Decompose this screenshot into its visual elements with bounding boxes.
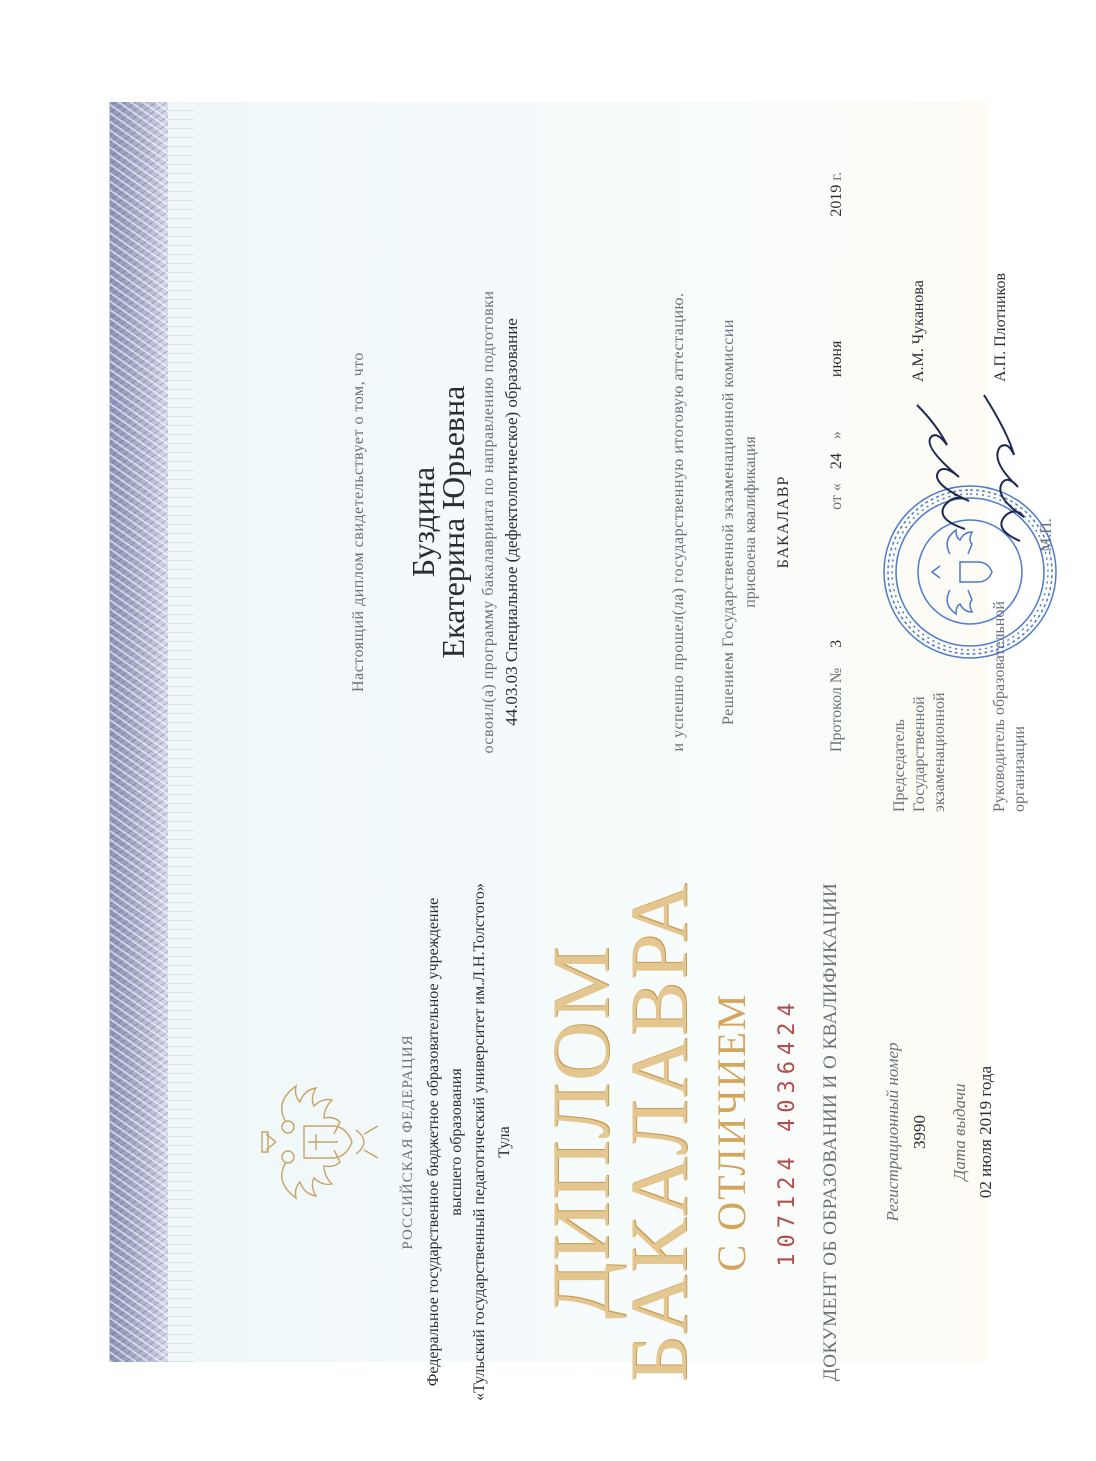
protocol-line (828, 171, 846, 752)
seal-place-label: М.П. (1038, 518, 1055, 552)
institution-line-3: «Тульский государственный педагогический университет им.Л.Н.Толстого» (471, 883, 488, 1401)
registration-number: 3990 (910, 1115, 929, 1149)
chair-line: Государственной (911, 696, 928, 812)
coat-of-arms-icon (256, 1082, 386, 1202)
qualification: БАКАЛАВР (775, 475, 792, 569)
certify-text: Настоящий диплом свидетельствует о том, что (350, 352, 367, 692)
country-name: РОССИЙСКАЯ ФЕДЕРАЦИЯ (400, 1034, 416, 1250)
honors-label: С ОТЛИЧИЕМ (709, 992, 754, 1272)
protocol-day-close: » (828, 431, 845, 440)
guilloche-band (110, 102, 168, 1362)
protocol-month: июня (828, 340, 845, 378)
qualification-assigned-text: присвоена квалификация (742, 436, 759, 608)
protocol-from-label: от « (828, 483, 845, 510)
mastered-text: освоил(а) программу бакалавриата по направлению подготовки (480, 290, 497, 754)
protocol-day: 24 (828, 453, 845, 470)
diploma-spread (250, 171, 1096, 1432)
title-line-2: БАКАЛАВРА (613, 881, 704, 1383)
attestation-text: и успешно прошел(ла) государственную итоговую аттестацию. (670, 292, 687, 752)
protocol-number: 3 (828, 639, 845, 648)
study-program: 44.03.03 Специальное (дефектологическое) образование (502, 318, 521, 726)
city: Тула (496, 1126, 513, 1158)
issue-date: 02 июля 2019 года (976, 1065, 995, 1199)
registration-label: Регистрационный номер (883, 1042, 902, 1222)
chair-line: экзаменационной (931, 692, 948, 812)
protocol-label: Протокол № (828, 667, 845, 752)
protocol-year-suffix: г. (828, 171, 845, 181)
chair-signature-icon (905, 387, 980, 537)
serial-number: 107124 4036424 (775, 997, 800, 1267)
issue-date-label: Дата выдачи (950, 1083, 969, 1181)
document-type: ДОКУМЕНТ ОБ ОБРАЗОВАНИИ И О КВАЛИФИКАЦИИ (820, 882, 841, 1382)
head-line: Руководитель образовательной (991, 601, 1008, 812)
commission-decision-text: Решением Государственной экзаменационной комиссии (720, 319, 737, 725)
head-signature-icon (970, 377, 1040, 547)
guilloche-band-inner (168, 102, 194, 1362)
diploma-sheet (109, 102, 1055, 1401)
chair-name: А.М. Чуканова (910, 280, 927, 382)
graduate-surname: Буздина (405, 466, 441, 578)
head-line: организации (1011, 726, 1028, 812)
chair-line: Председатель (891, 719, 908, 812)
head-name: А.П. Плотников (992, 272, 1009, 382)
protocol-year: 2019 (828, 184, 845, 217)
institution-line-1: Федеральное государственное бюджетное образовательное учреждение (425, 897, 442, 1387)
title-line-1: ДИПЛОМ (535, 944, 626, 1320)
institution-line-2: высшего образования (448, 1068, 465, 1216)
graduate-given-names: Екатерина Юрьевна (435, 385, 471, 659)
